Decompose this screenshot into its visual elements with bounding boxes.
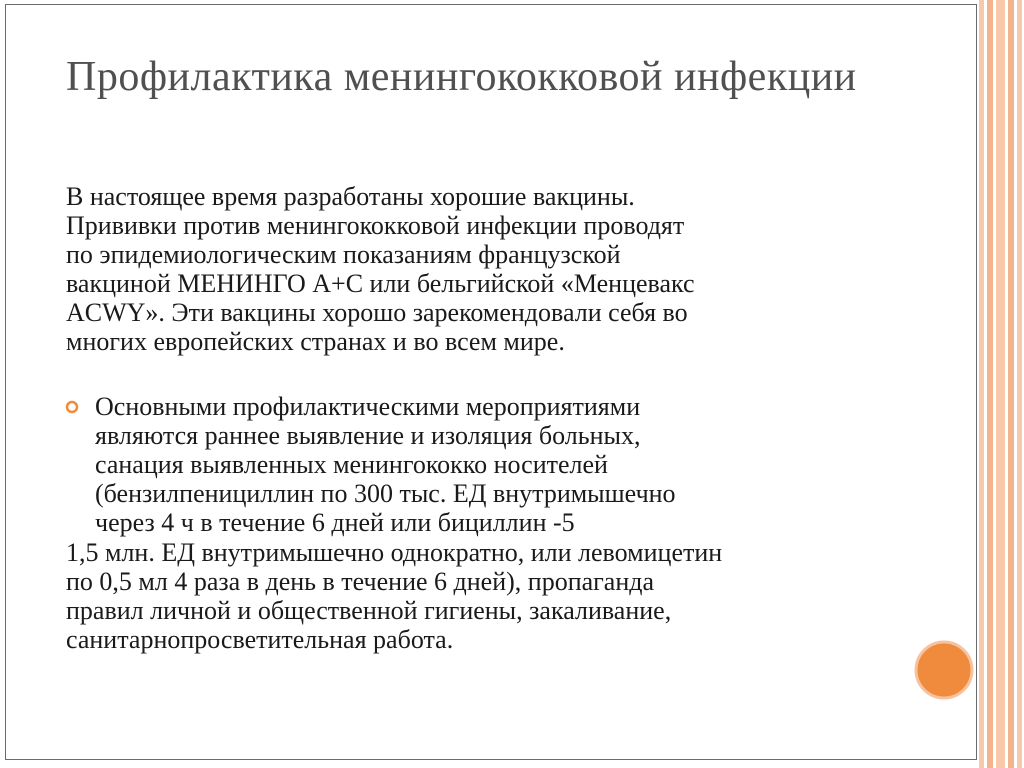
stripe-2 <box>987 0 993 768</box>
decorative-stripes <box>977 0 1024 768</box>
paragraph-treatment: 1,5 млн. ЕД внутримышечно однократно, или левомицетин по 0,5 мл 4 раза в день в течение 6 дней), пропаганда правил личной и общественной гигиены, закаливание, санитарнопросветительная работа. <box>66 538 723 654</box>
stripe-3 <box>996 0 1005 768</box>
orange-circle-icon <box>914 640 974 700</box>
stripe-4 <box>1008 0 1014 768</box>
stripe-1 <box>979 0 984 768</box>
ring-bullet-icon <box>64 398 80 416</box>
paragraph-measures: Основными профилактическими мероприятиями являются раннее выявление и изоляция больных, санация выявленных менингококко носителей (бензилпенициллин по 300 тыс. ЕД внутримышечно через 4 ч в течение 6 дней или бициллин -5 <box>95 392 676 537</box>
stripe-5 <box>1017 0 1022 768</box>
paragraph-vaccines: В настоящее время разработаны хорошие вакцины. Прививки против менингококковой инфекции проводят по эпидемиологическим показаниям французской вакциной МЕНИНГО А+С или бельгийской «Менцевакс ACWY». Эти вакцины хорошо зарекомендовали себя во многих европейских странах и во всем мире. <box>66 182 695 356</box>
slide-title: Профилактика менингококковой инфекции <box>66 54 857 100</box>
